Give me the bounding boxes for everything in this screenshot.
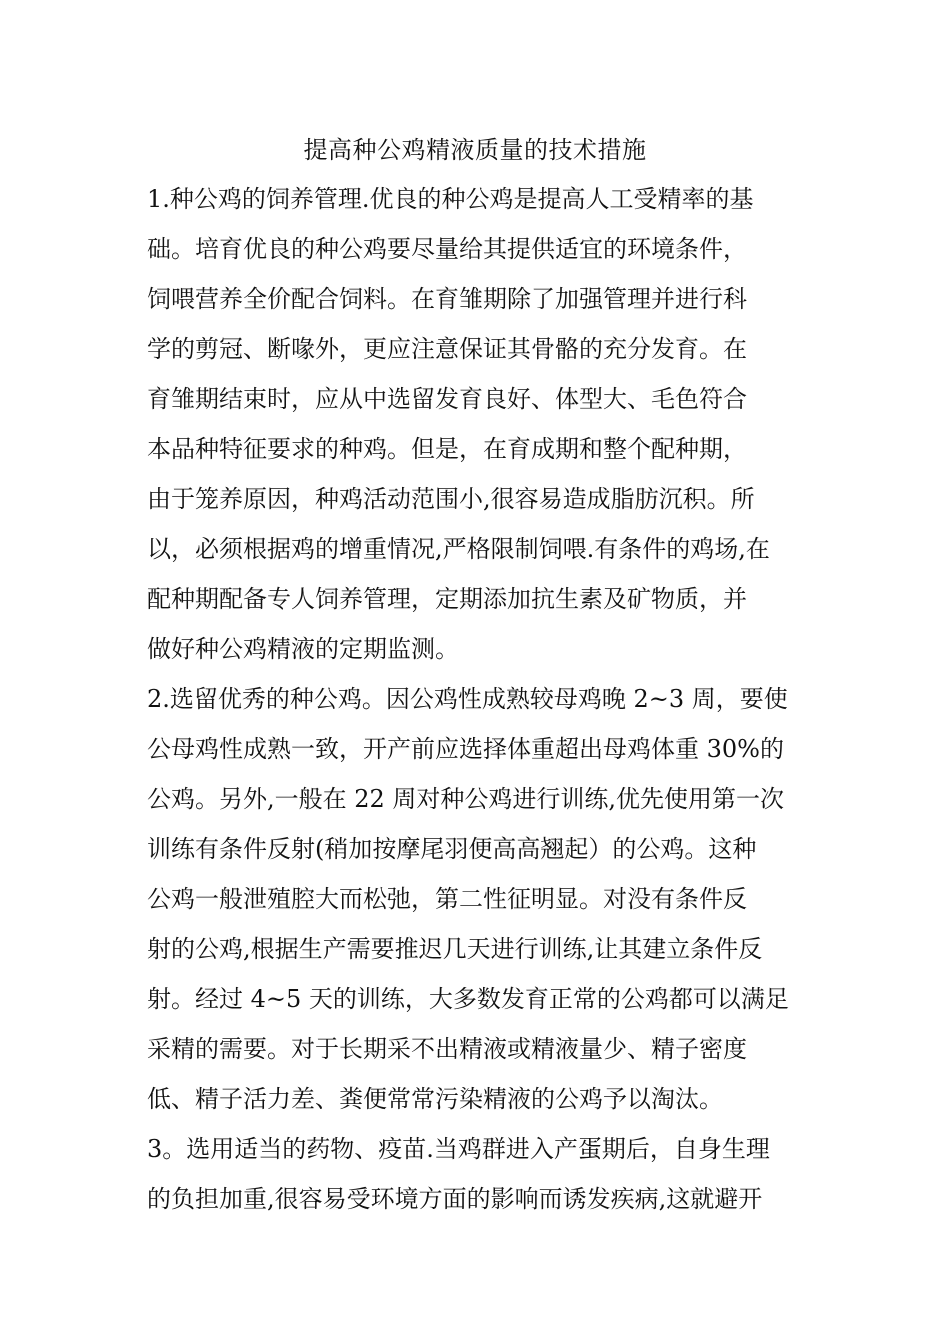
text-line: 射。经过 4~5 天的训练，大多数发育正常的公鸡都可以满足 bbox=[147, 985, 789, 1013]
text-line: 1.种公鸡的饲养管理.优良的种公鸡是提高人工受精率的基 bbox=[147, 185, 754, 213]
text-line: 2.选留优秀的种公鸡。因公鸡性成熟较母鸡晚 2~3 周，要使 bbox=[147, 685, 788, 713]
text-line: 的负担加重,很容易受环境方面的影响而诱发疾病,这就避开 bbox=[147, 1185, 763, 1213]
text-line: 础。培育优良的种公鸡要尽量给其提供适宜的环境条件， bbox=[147, 235, 747, 263]
text-line: 做好种公鸡精液的定期监测。 bbox=[147, 635, 459, 663]
text-line: 本品种特征要求的种鸡。但是，在育成期和整个配种期， bbox=[147, 435, 747, 463]
text-line: 射的公鸡,根据生产需要推迟几天进行训练,让其建立条件反 bbox=[147, 935, 763, 963]
text-line: 学的剪冠、断喙外，更应注意保证其骨骼的充分发育。在 bbox=[147, 335, 747, 363]
text-line: 公鸡。另外,一般在 22 周对种公鸡进行训练,优先使用第一次 bbox=[147, 785, 785, 813]
text-line: 3。选用适当的药物、疫苗.当鸡群进入产蛋期后，自身生理 bbox=[147, 1135, 770, 1163]
text-line: 公鸡一般泄殖腔大而松弛，第二性征明显。对没有条件反 bbox=[147, 885, 747, 913]
text-line: 由于笼养原因，种鸡活动范围小,很容易造成脂肪沉积。所 bbox=[147, 485, 755, 513]
text-line: 以，必须根据鸡的增重情况,严格限制饲喂.有条件的鸡场,在 bbox=[147, 535, 770, 563]
text-line: 育雏期结束时，应从中选留发育良好、体型大、毛色符合 bbox=[147, 385, 747, 413]
document-title: 提高种公鸡精液质量的技术措施 bbox=[303, 136, 647, 164]
text-line: 配种期配备专人饲养管理，定期添加抗生素及矿物质，并 bbox=[147, 585, 747, 613]
text-line: 饲喂营养全价配合饲料。在育雏期除了加强管理并进行科 bbox=[147, 285, 747, 313]
text-line: 采精的需要。对于长期采不出精液或精液量少、精子密度 bbox=[147, 1035, 747, 1063]
text-line: 公母鸡性成熟一致，开产前应选择体重超出母鸡体重 30%的 bbox=[147, 735, 784, 763]
text-line: 低、精子活力差、粪便常常污染精液的公鸡予以淘汰。 bbox=[147, 1085, 723, 1113]
text-line: 训练有条件反射(稍加按摩尾羽便高高翘起）的公鸡。这种 bbox=[147, 835, 757, 863]
